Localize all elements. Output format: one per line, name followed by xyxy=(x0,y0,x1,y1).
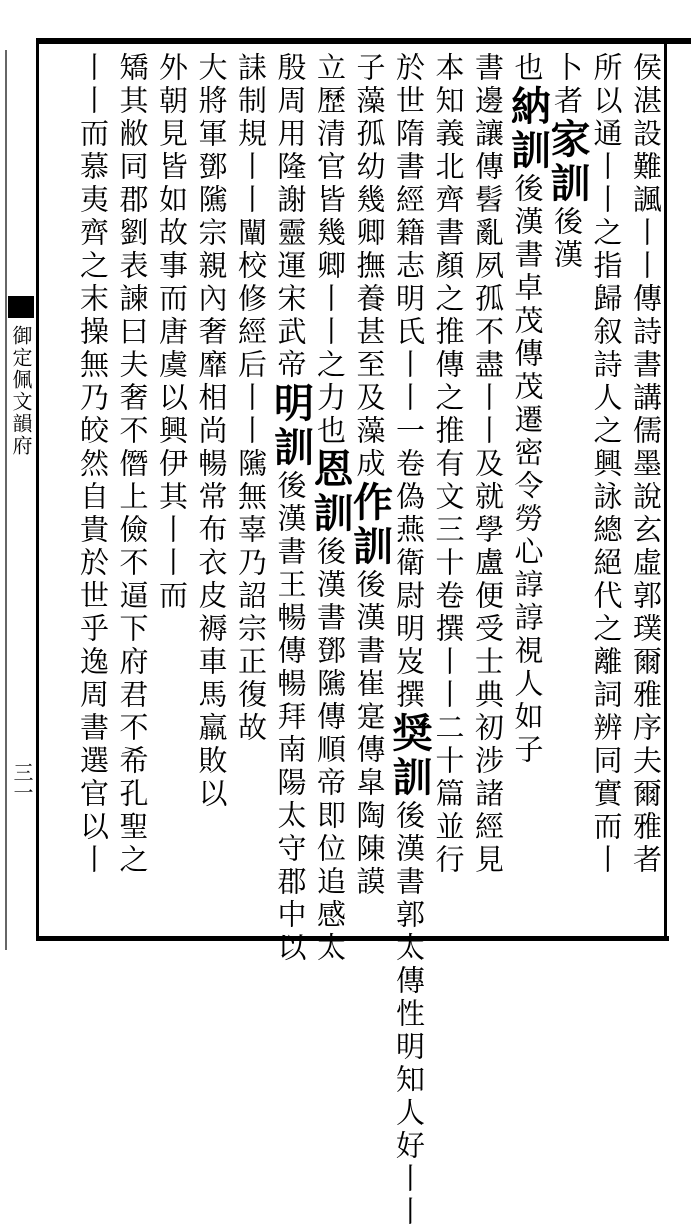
frame-border-top xyxy=(36,38,691,44)
entry-heading: 奨訓 xyxy=(386,712,433,800)
text-column xyxy=(346,52,394,932)
column-text: 卜者 xyxy=(550,52,584,118)
column-text: 大將軍鄧隲宗親內 xyxy=(194,52,229,316)
text-column xyxy=(544,52,591,932)
text-column xyxy=(194,52,230,932)
entry-heading: 恩訓 xyxy=(307,448,354,536)
margin-book-title: 御定佩文韻府 xyxy=(9,325,33,457)
column-text: 也 xyxy=(510,52,545,85)
column-text: 書邊讓傳髫亂夙孤不盡丨丨及就學盧便受士典初涉諸經見 xyxy=(471,52,505,877)
entry-heading: 作訓 xyxy=(346,481,394,569)
text-column xyxy=(589,52,625,932)
frame-border-bottom xyxy=(36,936,669,941)
gutter-fold-line xyxy=(5,50,7,950)
column-text: 後漢書郭太傳性明知人好丨丨 xyxy=(392,800,426,1229)
column-text: 於世隋書經籍志明氏丨丨一卷偽燕衛尉明岌撰 xyxy=(392,52,426,712)
column-text: 奢靡相尚暢常布衣皮褥車馬羸敗以 xyxy=(194,316,229,811)
column-text: 後漢書崔寔傳皐陶陳謨 xyxy=(352,569,387,899)
column-text: 侯湛設難諷丨丨傳詩書講儒墨說玄虛郭璞爾雅序夫爾雅者 xyxy=(629,52,663,877)
column-text: 子藻孤幼幾卿撫養甚至及藻成 xyxy=(352,52,387,481)
text-column xyxy=(504,52,552,932)
column-text: 後漢書鄧隲傳順帝即位追感太 xyxy=(313,536,347,965)
text-column xyxy=(386,52,433,1229)
text-column xyxy=(233,52,269,932)
column-text: 所以通丨丨之指歸叙詩人之興詠總絕代之離詞辨同實而丨 xyxy=(589,52,624,877)
text-column xyxy=(75,52,111,932)
entry-heading: 明訓 xyxy=(267,382,315,470)
text-column xyxy=(154,52,190,932)
column-text: 而唐虞以興伊其丨丨而 xyxy=(155,283,189,613)
column-text: 誄制規丨丨闡校修經 xyxy=(234,52,268,349)
frame-border-right xyxy=(664,38,667,941)
column-text: 外朝見皆如故事 xyxy=(155,52,189,283)
text-column xyxy=(628,52,664,932)
margin-fishtail-mark xyxy=(8,296,34,318)
entry-heading: 家訓 xyxy=(544,118,591,206)
column-text: 殷周用隆謝靈運宋武帝 xyxy=(273,52,308,382)
entry-heading: 納訓 xyxy=(504,85,552,173)
column-text: 立歷清官皆幾卿丨丨之力也 xyxy=(313,52,347,448)
text-column xyxy=(431,52,467,932)
column-text: 後漢書王暢傳暢拜南陽太守郡中以 xyxy=(273,470,308,965)
column-text: 后丨丨隲無辜乃詔宗正復故 xyxy=(234,349,268,745)
text-column xyxy=(470,52,506,932)
text-column xyxy=(307,52,354,965)
column-text: 後漢書卓茂傳茂遷密令勞心諄諄視人如子 xyxy=(510,173,545,767)
frame-border-left xyxy=(36,38,39,941)
text-column xyxy=(115,52,151,932)
column-text: 後漢 xyxy=(550,206,584,272)
text-column xyxy=(267,52,315,965)
margin-page-number: 三一 xyxy=(10,762,34,802)
column-text: 矯其敝同郡劉表諫曰夫奢不僭上儉不逼下府君不希孔聖之 xyxy=(115,52,150,877)
column-text: 丨丨而慕夷齊之末操無乃皎然自貴於世乎逸周書選官以丨 xyxy=(76,52,110,877)
column-text: 本知義北齊書顏之推傳之推有文三十卷撰丨丨二十篇並行 xyxy=(431,52,466,877)
